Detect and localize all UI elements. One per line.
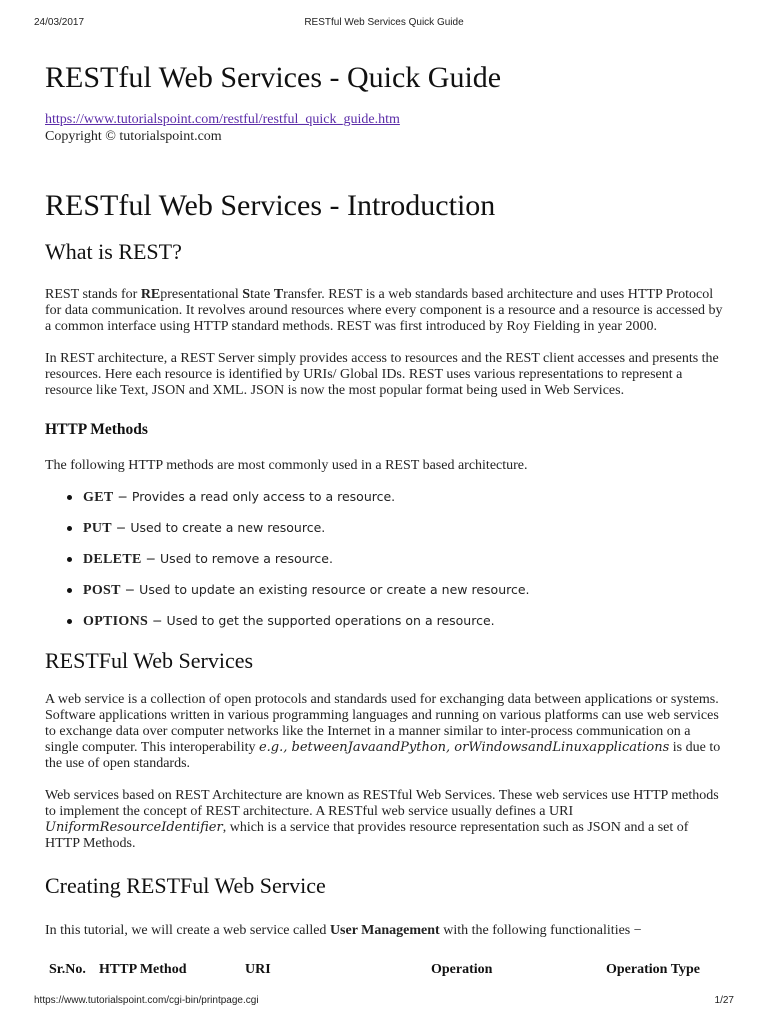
print-footer <box>34 995 734 1009</box>
table-header-cell: Operation <box>431 962 493 977</box>
creating-intro-paragraph: In this tutorial, we will create a web service called User Management with the following functionalities − <box>45 923 642 938</box>
rest-definition-paragraph: REST stands for REpresentational State Transfer. REST is a web standards based architecture and uses HTTP Protocol for data communication. It revolves around resources where every component is a resource and a resource is accessed by a common interface using HTTP standard methods. REST was first introduced by Roy Fielding in year 2000. <box>45 287 723 334</box>
list-item: GET − Provides a read only access to a resource. <box>45 489 725 505</box>
table-header-cell: Operation Type <box>606 962 700 977</box>
list-item: POST − Used to update an existing resource or create a new resource. <box>45 582 725 598</box>
math-expression: UniformResourceIdentifier <box>45 820 223 835</box>
rest-architecture-paragraph: In REST architecture, a REST Server simply provides access to resources and the REST client accesses and presents the resources. Here each resource is identified by URIs/ Global IDs. REST uses various representations to represent a resource like Text, JSON and XML. JSON is now the most popular format being used in Web Services. <box>45 351 719 398</box>
table-header-cell: URI <box>245 962 271 977</box>
what-is-rest-heading: What is REST? <box>45 239 182 264</box>
restful-definition-paragraph: Web services based on REST Architecture are known as RESTful Web Services. These web services use HTTP methods to implement the concept of REST architecture. A RESTful web service usually defines a URI UniformResourceIdentifier, which is a service that provides resource representation such as JSON and a set of HTTP Methods. <box>45 788 719 851</box>
page-title: RESTful Web Services - Quick Guide <box>45 61 502 94</box>
list-item: DELETE − Used to remove a resource. <box>45 551 725 567</box>
print-title: RESTful Web Services Quick Guide <box>304 17 464 28</box>
print-date: 24/03/2017 <box>34 17 85 28</box>
bullet-icon <box>67 526 72 531</box>
table-header-cell: Sr.No. <box>49 962 86 977</box>
list-item: PUT − Used to create a new resource. <box>45 520 725 536</box>
bullet-icon <box>67 619 72 624</box>
source-url-link[interactable]: https://www.tutorialspoint.com/restful/restful_quick_guide.htm <box>45 112 400 127</box>
web-service-paragraph: A web service is a collection of open protocols and standards used for exchanging data between applications or systems. Software applications written in various programming languages and running on various platforms can use web services to exchange data over computer networks like the Internet in a manner similar to inter-process communication on a single computer. This interoperability e.g., betweenJavaandPython, orWindowsandLinuxapplications is due to the use of open standards. <box>45 692 721 771</box>
http-methods-heading: HTTP Methods <box>45 421 148 438</box>
print-url: https://www.tutorialspoint.com/cgi-bin/printpage.cgi <box>34 995 259 1006</box>
list-item: OPTIONS − Used to get the supported operations on a resource. <box>45 613 725 629</box>
restful-services-heading: RESTFul Web Services <box>45 648 254 673</box>
bullet-icon <box>67 495 72 500</box>
intro-heading: RESTful Web Services - Introduction <box>45 189 496 222</box>
functionalities-table-header <box>45 962 725 980</box>
copyright-text: Copyright © tutorialspoint.com <box>45 129 222 144</box>
creating-service-heading: Creating RESTFul Web Service <box>45 873 326 898</box>
print-header <box>34 17 734 31</box>
table-header-cell: HTTP Method <box>99 962 187 977</box>
math-expression: e.g., betweenJavaandPython, orWindowsandLinuxapplications <box>258 740 670 755</box>
document-content <box>45 48 725 939</box>
http-methods-intro: The following HTTP methods are most commonly used in a REST based architecture. <box>45 458 528 473</box>
page-number: 1/27 <box>714 995 734 1006</box>
bullet-icon <box>67 557 72 562</box>
bullet-icon <box>67 588 72 593</box>
http-methods-list <box>45 489 725 629</box>
